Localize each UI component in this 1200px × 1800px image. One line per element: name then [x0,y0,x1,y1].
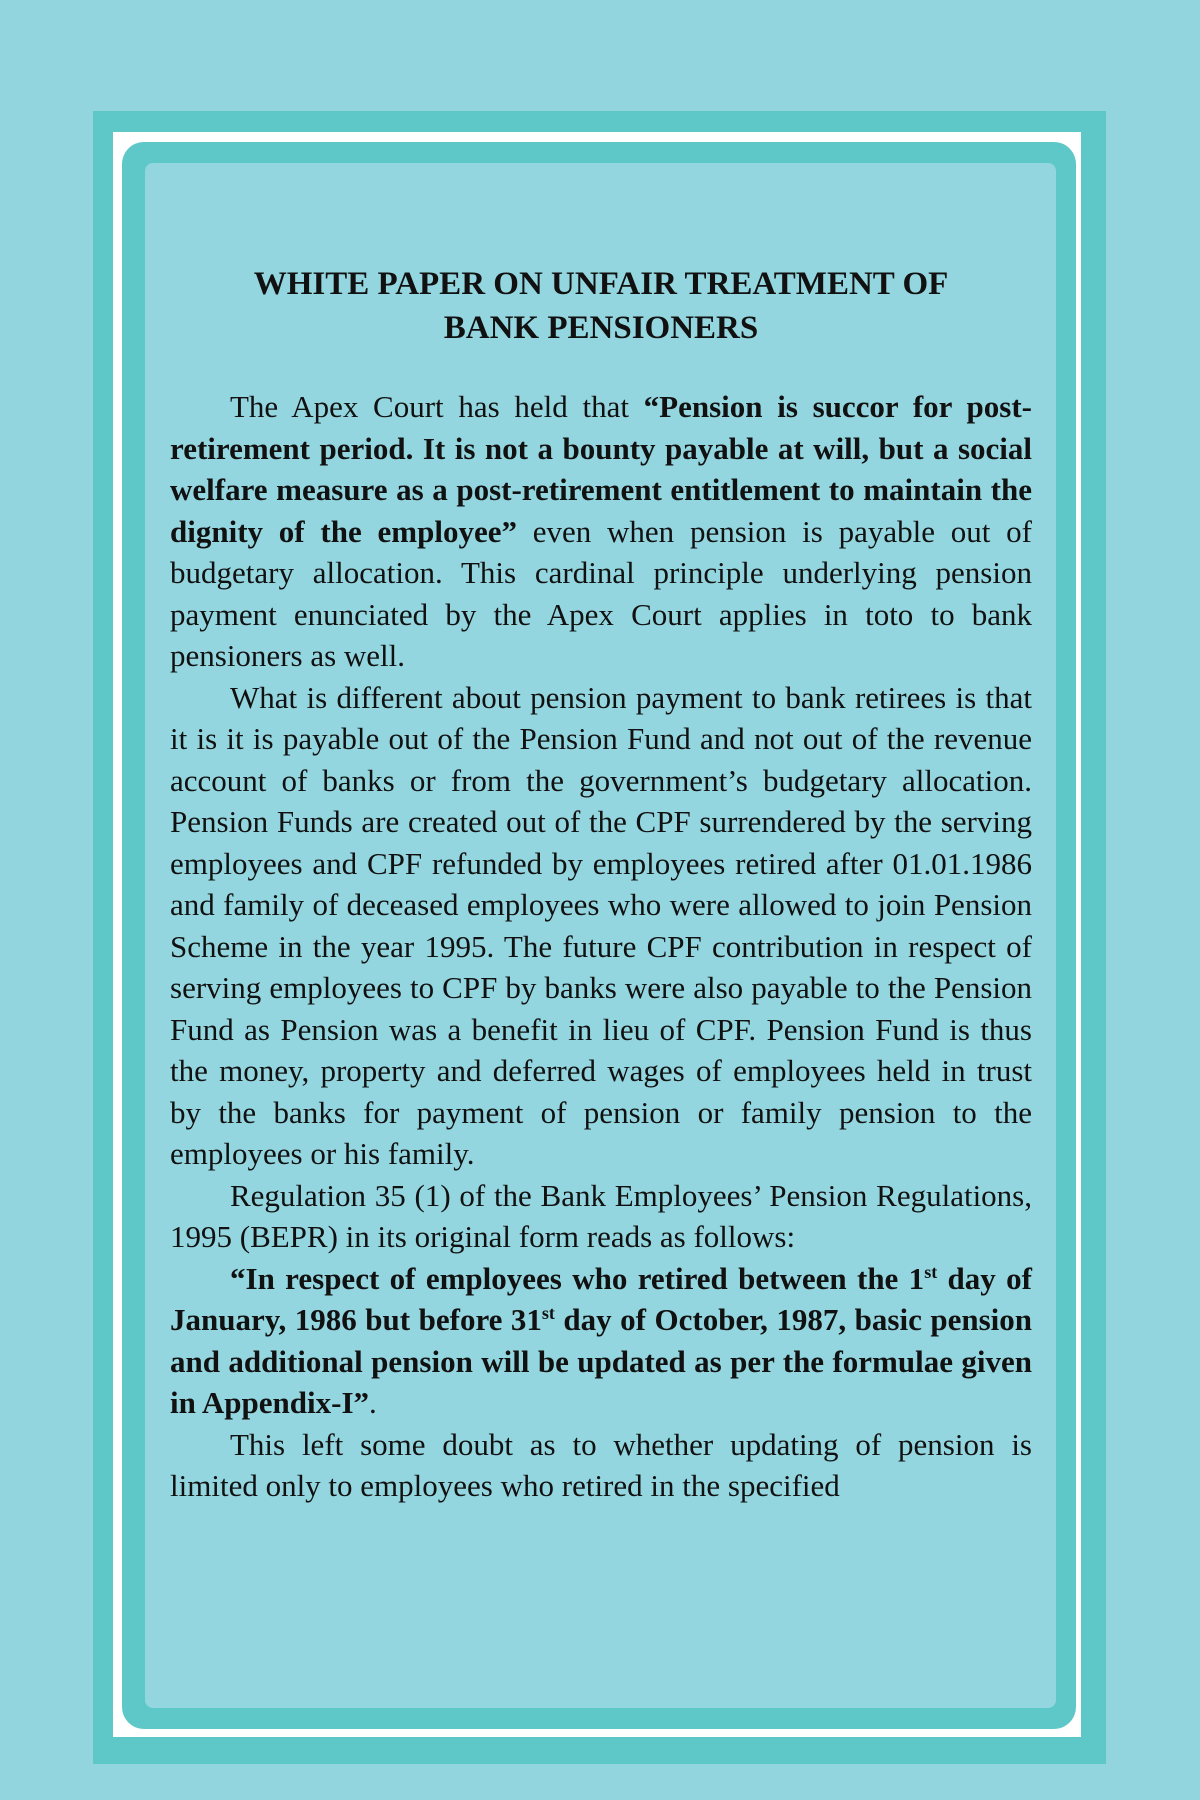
quote-part-1: “In respect of employees who retired between the 1 [230,1260,925,1296]
quote-part-3: day of October, 1987, basic pension and additional pension will be updated as per the formulae given in Appendix-I” [170,1302,1032,1420]
paragraph-1-rest: even when pension is payable out of budgetary allocation. This cardinal principle underlying pension payment enunciated by the Apex Court applies in toto to bank pensioners as well. [170,513,1032,673]
paragraph-1-bold-quote: “Pension is succor for post-retirement period. It is not a bounty payable at will, but a social welfare measure as a post-retirement entitlement to maintain the dignity of the employee” [170,389,1032,549]
title-line-1: WHITE PAPER ON UNFAIR TREATMENT OF [253,266,949,302]
quote-superscript-1: st [924,1261,938,1282]
quote-superscript-2: st [541,1303,555,1323]
paragraph-2: What is different about pension payment to bank retirees is that it is it is payable out of the Pension Fund and not out of the revenue account of banks or from the government’s budgetary allocation. Pension Funds are created out of the CPF surrendered by the serving employees and CPF refunded by employees retired after 01.01.1986 and family of deceased employees who were allowed to join Pension Scheme in the year 1995. The future CPF contribution in respect of serving employees to CPF by banks were also payable to the Pension Fund as Pension was a benefit in lieu of CPF. Pension Fund is thus the money, property and deferred wages of employees held in trust by the banks for payment of pension or family pension to the employees or his family. [170,679,1032,1171]
document-title [170,262,1032,350]
quote-part-2: day of January, 1986 but before 31 [170,1260,1032,1337]
quote-end: . [369,1385,377,1420]
paragraph-1 [170,386,1032,677]
document-body [170,262,1032,1507]
title-line-2: BANK PENSIONERS [443,310,759,346]
paragraph-1-intro: The Apex Court has held that [230,389,644,424]
paragraph-4: This left some doubt as to whether updating of pension is limited only to employees who retired in the specified [170,1426,1032,1503]
regulation-quote [170,1258,1032,1424]
paragraph-3: Regulation 35 (1) of the Bank Employees’ Pension Regulations, 1995 (BEPR) in its original form reads as follows: [170,1177,1032,1254]
